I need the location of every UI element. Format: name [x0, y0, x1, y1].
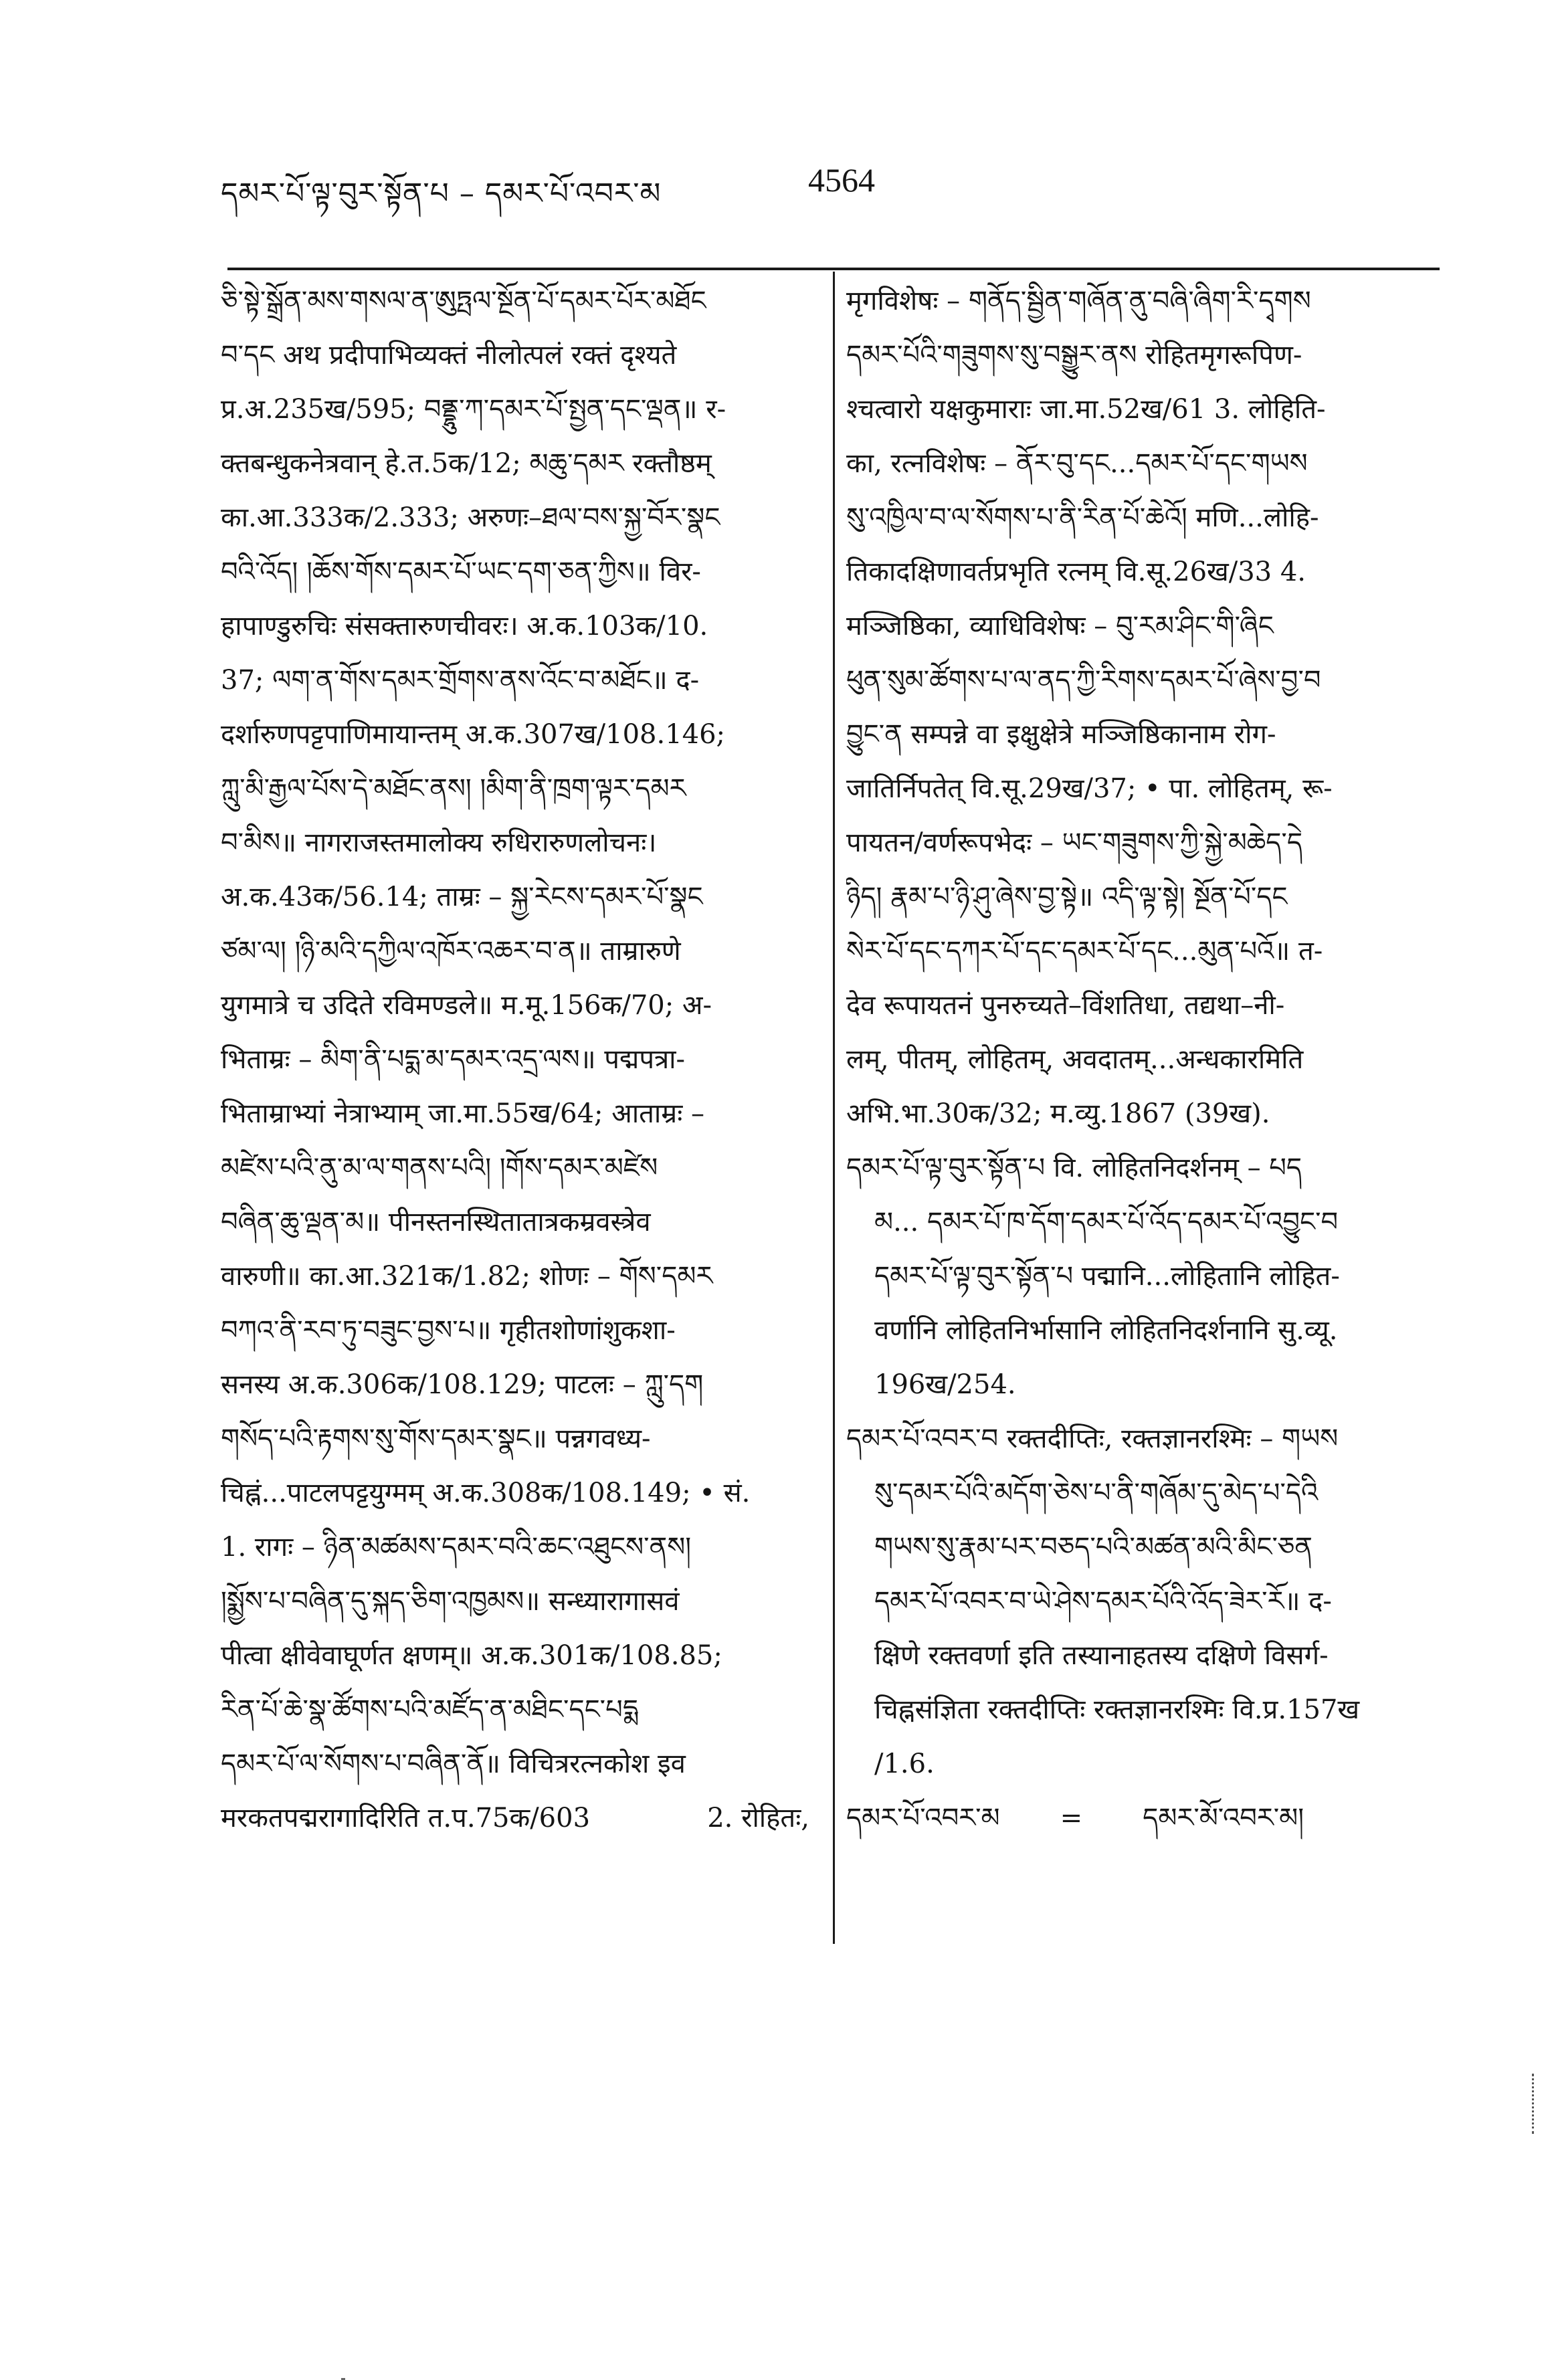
right-column: [846, 274, 1448, 1846]
text-line: གསོད་པའི་རྟགས་སུ་གོས་དམར་སྣང॥ पन्नगवध्य-: [221, 1423, 651, 1454]
text-line: चिह्नं...पाटलपट्टयुग्मम् अ.क.308क/108.149; • सं.: [221, 1478, 751, 1508]
text-line: प्र.अ.235ख/595; བནྡྷུ་ཀ་དམར་པོ་སྤྱན་དང་ལྡན॥ र-: [221, 394, 726, 425]
text-line: ཕུན་སུམ་ཚོགས་པ་ལ་ནད་ཀྱི་རིགས་དམར་པོ་ཞེས་བྱ་བ: [846, 665, 1321, 696]
text-line: སུ་འཁྱིལ་བ་ལ་སོགས་པ་ནི་རིན་པོ་ཆེའོ། मणि...लोहि-: [846, 502, 1319, 533]
text-line: སེར་པོ་དང་དཀར་པོ་དང་དམར་པོ་དང...མུན་པའོ॥ त-: [846, 936, 1323, 967]
cross-reference-sign: =: [1060, 1803, 1083, 1833]
entry-headword-line: དམར་པོ་ལྟ་བུར་སྟོན་པ वि. लोहितनिदर्शनम् – པད: [846, 1153, 1302, 1183]
text-line: क्षिणे रक्तवर्णा इति तस्यानाहतस्य दक्षिणे विसर्ग-: [874, 1640, 1329, 1671]
text-line: पायतन/वर्णरूपभेदः – ཡང་གཟུགས་ཀྱི་སྐྱེ་མཆེད་དེ: [846, 827, 1302, 858]
text-line: བཞིན་ཆུ་ལྡན་མ॥ पीनस्तनस्थितातात्रकम्रवस्त्रेव: [221, 1207, 651, 1237]
text-line: བ་མིས॥ नागराजस्तमालोक्य रुधिरारुणलोचनः।: [221, 827, 657, 858]
text-line: युगमात्रे च उदिते रविमण्डले॥ म.मू.156क/70; अ-: [221, 990, 712, 1021]
text-line: अभि.भा.30क/32; म.व्यु.1867 (39ख).: [846, 1098, 1270, 1129]
text-line: །སྨྱོས་པ་བཞིན་དུ་སྐད་ཅིག་འཁྱམས॥ सन्ध्यारागासवं: [221, 1586, 680, 1617]
text-line: मृगविशेषः – གནོད་སྦྱིན་གཞོན་ནུ་བཞི་ཞིག་རི་དྭགས: [846, 286, 1311, 316]
text-line: 37; ལག་ན་གོས་དམར་གྲོགས་ནས་འོང་བ་མཐོང॥ द-: [221, 665, 700, 696]
tail-next-sense: 2. रोहितः,: [707, 1803, 809, 1833]
text-line: भिताम्रः – མིག་ནི་པདྨ་མ་དམར་འདྲ་ལས॥ पद्मपत्रा-: [221, 1044, 686, 1075]
tail-citation: मरकतपद्मरागादिरिति त.प.75क/603: [221, 1803, 591, 1833]
header-rule: [227, 268, 1440, 270]
text-line: དམར་པོ་ལྟ་བུར་སྟོན་པ पद्मानि...लोहितानि लोहित-: [874, 1261, 1340, 1292]
text-line: भिताम्राभ्यां नेत्राभ्याम् जा.मा.55ख/64; आताम्रः –: [221, 1098, 704, 1129]
cross-reference-target: དམར་མོ་འབར་མ།: [1143, 1803, 1304, 1833]
text-line: 1. रागः – ཉིན་མཚམས་དམར་བའི་ཆང་འཐུངས་ནས།: [221, 1532, 692, 1563]
text-line: अ.क.43क/56.14; ताम्रः – སྐྱ་རེངས་དམར་པོ་སྣང: [221, 882, 703, 912]
text-line: का, रत्नविशेषः – ནོར་བུ་དང...དམར་པོ་དང་གཡས: [846, 448, 1308, 479]
text-line: वारुणी॥ का.आ.321क/1.82; शोणः – གོས་དམར: [221, 1261, 713, 1292]
text-line: མཛེས་པའི་ནུ་མ་ལ་གནས་པའི། །གོས་དམར་མཛེས: [221, 1153, 658, 1183]
text-line: 196ख/254.: [874, 1369, 1016, 1400]
scan-margin-mark: [1532, 2074, 1538, 2134]
text-line: तिकादक्षिणावर्तप्रभृति रत्नम् वि.सू.26ख/33 4.: [846, 557, 1306, 587]
text-line: ཉིད། རྣམ་པ་ཉི་ཤུ་ཞེས་བྱ་སྟེ॥ འདི་ལྟ་སྟེ། སྔོན་པོ་དང: [846, 882, 1288, 912]
text-line: श्चत्वारो यक्षकुमाराः जा.मा.52ख/61 3. लोहिति-: [846, 394, 1326, 425]
text-line: དམར་པོའི་གཟུགས་སུ་བསྒྱུར་ནས रोहितमृगरूपिण-: [846, 340, 1302, 371]
text-line: ཀླུ་མི་རྒྱལ་པོས་དེ་མཐོང་ནས། །མིག་ནི་ཁྲག་ལྟར་དམར: [221, 773, 686, 804]
text-line: དམར་པོ་འབར་བ་ཡེ་ཤེས་དམར་པོའི་འོད་ཟེར་རོ॥ द-: [874, 1586, 1332, 1617]
text-line: सनस्य अ.क.306क/108.129; पाटलः – ཀླུ་དག: [221, 1369, 704, 1400]
text-line: གཡས་སུ་རྣམ་པར་བཅད་པའི་མཚན་མའི་མིང་ཅན: [874, 1532, 1312, 1563]
text-line: दर्शारुणपट्टपाणिमायान्तम् अ.क.307ख/108.146;: [221, 719, 726, 750]
header-title: དམར་པོ་ལྟ་བུར་སྟོན་པ – དམར་པོ་འབར་མ: [221, 177, 662, 211]
cross-reference-headword: དམར་པོ་འབར་མ: [846, 1803, 1000, 1833]
text-line: བཀའ་ནི་རབ་ཏུ་བཟུང་བྱས་པ॥ गृहीतशोणांशुकशा-: [221, 1315, 676, 1346]
text-line: རིན་པོ་ཆེ་སྣ་ཚོགས་པའི་མཛོད་ན་མཐིང་དང་པདྨ: [221, 1694, 638, 1725]
text-line: སུ་དམར་པོའི་མདོག་ཅེས་པ་ནི་གཞོམ་དུ་མེད་པ་དེའི: [874, 1478, 1319, 1508]
text-line: /1.6.: [874, 1749, 935, 1779]
left-tail-line: [221, 1791, 809, 1846]
column-divider: [833, 272, 835, 1944]
text-line: क्तबन्धुकनेत्रवान् हे.त.5क/12; མཆུ་དམར रक्तौष्ठम्: [221, 448, 712, 479]
text-line: མ... དམར་པོ་ཁ་དོག་དམར་པོ་འོད་དམར་པོ་འབྱུང་བ: [874, 1207, 1339, 1237]
text-line: देव रूपायतनं पुनरुच्यते–विंशतिधा, तद्यथा–नी-: [846, 990, 1285, 1021]
text-line: ཅི་སྟེ་སྒྲོན་མས་གསལ་ན་ཨུཏྤལ་སྔོན་པོ་དམར་པོར་མཐོང: [221, 286, 706, 316]
text-line: जातिर्निपतेत् वि.सू.29ख/37; • पा. लोहितम्, रू-: [846, 773, 1333, 804]
text-line: བའི་འོད། །ཆོས་གོས་དམར་པོ་ཡང་དག་ཅན་ཀྱིས॥ विर-: [221, 557, 701, 587]
text-line: བ་དང अथ प्रदीपाभिव्यक्तं नीलोत्पलं रक्तं दृश्यते: [221, 340, 677, 371]
text-line: བྱུང་ན सम्पन्ने वा इक्षुक्षेत्रे मञ्जिष्ठिकानाम रोग-: [846, 719, 1276, 750]
text-line: का.आ.333क/2.333; अरुणः–ཐལ་བས་སྐྱ་བོར་སྣང: [221, 502, 720, 533]
text-line: पीत्वा क्षीवेवाघूर्णत क्षणम्॥ अ.क.301क/108.85;: [221, 1640, 722, 1671]
cross-reference-entry: [846, 1791, 1448, 1846]
text-line: लम्, पीतम्, लोहितम्, अवदातम्...अन्धकारमिति: [846, 1044, 1304, 1075]
text-line: हापाण्डुरुचिः संसक्तारुणचीवरः। अ.क.103क/10.: [221, 611, 708, 641]
entry-headword-line: དམར་པོ་འབར་བ रक्तदीप्तिः, रक्तज्ञानरश्मिः – གཡས: [846, 1423, 1339, 1454]
page-number: 4564: [808, 161, 875, 199]
text-line: वर्णानि लोहितनिर्भासानि लोहितनिदर्शनानि सु.व्यू.: [874, 1315, 1338, 1346]
left-column: [221, 274, 809, 1846]
text-line: ཙམ་ལ། །ཉི་མའི་དཀྱིལ་འཁོར་འཆར་བ་ན॥ ताम्रारुणे: [221, 936, 681, 967]
text-line: དམར་པོ་ལ་སོགས་པ་བཞིན་ནོ॥ विचित्ररत्नकोश इव: [221, 1749, 686, 1779]
text-line: चिह्नसंज्ञिता रक्तदीप्तिः रक्तज्ञानरश्मिः वि.प्र.157ख: [874, 1694, 1360, 1725]
text-line: मञ्जिष्ठिका, व्याधिविशेषः – བུ་རམ་ཤིང་གི་ཞིང: [846, 611, 1274, 641]
